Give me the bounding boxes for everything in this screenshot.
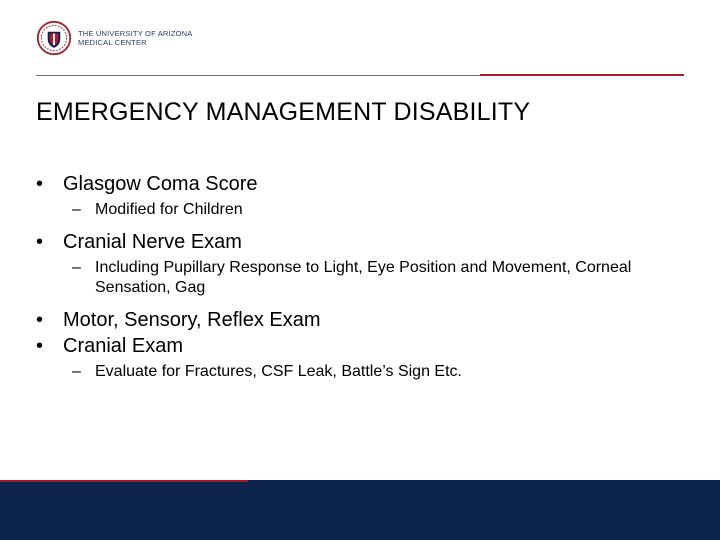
logo-line-2: MEDICAL CENTER xyxy=(78,38,147,47)
dash-icon: – xyxy=(72,201,81,218)
bullet-text: Glasgow Coma Score xyxy=(63,173,258,195)
university-seal-icon xyxy=(36,20,72,56)
dash-icon: – xyxy=(72,363,81,380)
bullet-item xyxy=(36,334,676,358)
bullet-text: Cranial Nerve Exam xyxy=(63,231,242,253)
logo xyxy=(36,20,192,56)
slide-title: EMERGENCY MANAGEMENT DISABILITY xyxy=(36,98,531,126)
header-rule-red xyxy=(480,74,684,76)
sub-text: Including Pupillary Response to Light, Eye Position and Movement, Corneal Sensation, Gag xyxy=(95,259,632,296)
bullet-icon: • xyxy=(36,231,44,253)
bullet-icon: • xyxy=(36,309,44,331)
sub-item xyxy=(36,258,676,298)
bullet-icon: • xyxy=(36,173,44,195)
bullet-text: Motor, Sensory, Reflex Exam xyxy=(63,309,321,331)
bullet-text: Cranial Exam xyxy=(63,335,184,357)
slide-content xyxy=(36,172,676,382)
logo-line-1: THE UNIVERSITY OF ARIZONA xyxy=(78,29,193,38)
dash-icon: – xyxy=(72,259,81,276)
sub-item xyxy=(36,200,676,220)
bullet-item xyxy=(36,308,676,332)
bullet-item xyxy=(36,230,676,254)
bullet-icon: • xyxy=(36,335,44,357)
header-rule-gray xyxy=(36,75,480,76)
sub-text: Modified for Children xyxy=(95,201,243,218)
bullet-item xyxy=(36,172,676,196)
footer-accent xyxy=(0,480,248,482)
sub-item xyxy=(36,362,676,382)
logo-text xyxy=(78,29,192,47)
sub-text: Evaluate for Fractures, CSF Leak, Battle’s Sign Etc. xyxy=(95,363,462,380)
footer-bar xyxy=(0,480,720,540)
